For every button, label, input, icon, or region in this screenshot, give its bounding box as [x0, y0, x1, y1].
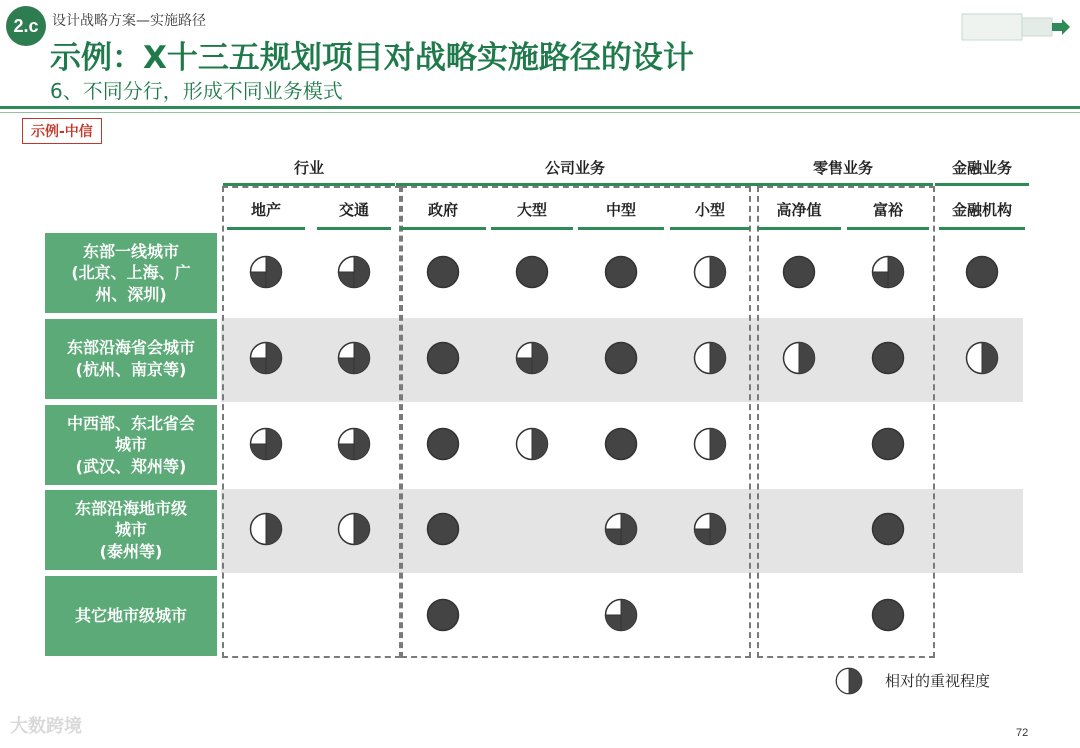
page-number: 72 — [1016, 727, 1029, 739]
three-quarter-circle-icon — [693, 512, 727, 546]
column-underline — [227, 227, 305, 230]
column-underline — [939, 227, 1025, 230]
three-quarter-circle-icon — [337, 427, 371, 461]
row-label-text: 东部沿海地市级 城市 (泰州等) — [74, 498, 187, 561]
column-header: 富裕 — [872, 201, 903, 219]
row-label — [45, 233, 217, 313]
column-underline — [317, 227, 391, 230]
column-header: 大型 — [516, 201, 547, 219]
group-underline — [935, 183, 1029, 186]
group-header: 零售业务 — [812, 159, 873, 177]
row-label — [45, 405, 217, 485]
column-header: 交通 — [338, 201, 369, 219]
half-circle-icon — [965, 341, 999, 375]
page-title: 示例：X十三五规划项目对战略实施路径的设计 — [50, 40, 694, 76]
group-header: 公司业务 — [544, 159, 605, 177]
half-circle-icon — [693, 427, 727, 461]
three-quarter-circle-icon — [249, 255, 283, 289]
half-circle-icon — [693, 255, 727, 289]
row-label — [45, 319, 217, 399]
breadcrumb: 设计战略方案—实施路径 — [52, 13, 206, 29]
three-quarter-circle-icon — [604, 598, 638, 632]
column-underline — [847, 227, 929, 230]
row-label-text: 中西部、东北省会 城市 (武汉、郑州等) — [66, 413, 195, 476]
half-circle-icon — [337, 512, 371, 546]
half-circle-icon — [249, 512, 283, 546]
full-circle-icon — [426, 598, 460, 632]
half-circle-icon — [515, 427, 549, 461]
column-underline — [491, 227, 573, 230]
three-quarter-circle-icon — [871, 255, 905, 289]
full-circle-icon — [604, 255, 638, 289]
row-label — [45, 490, 217, 570]
full-circle-icon — [515, 255, 549, 289]
column-underline — [400, 227, 486, 230]
full-circle-icon — [871, 427, 905, 461]
column-underline — [578, 227, 664, 230]
full-circle-icon — [426, 512, 460, 546]
column-header: 小型 — [694, 201, 725, 219]
column-underline — [757, 227, 841, 230]
three-quarter-circle-icon — [337, 341, 371, 375]
full-circle-icon — [604, 427, 638, 461]
row-label-text: 东部一线城市 (北京、上海、广 州、深圳) — [71, 241, 191, 304]
column-header: 中型 — [605, 201, 636, 219]
page-subtitle: 6、不同分行，形成不同业务模式 — [50, 79, 343, 103]
group-underline — [753, 183, 933, 186]
group-underline — [396, 183, 754, 186]
three-quarter-circle-icon — [249, 341, 283, 375]
column-underline — [670, 227, 750, 230]
example-tag: 示例-中信 — [22, 118, 102, 144]
title-divider — [0, 106, 1080, 109]
column-header: 金融机构 — [951, 201, 1012, 219]
group-header: 行业 — [293, 159, 324, 177]
full-circle-icon — [604, 341, 638, 375]
title-divider-thin — [0, 112, 1080, 113]
full-circle-icon — [782, 255, 816, 289]
full-circle-icon — [871, 512, 905, 546]
column-header: 高净值 — [776, 201, 822, 219]
group-underline — [223, 183, 395, 186]
section-badge: 2.c — [6, 6, 46, 46]
full-circle-icon — [871, 598, 905, 632]
half-circle-icon — [693, 341, 727, 375]
legend-half-circle-icon — [835, 667, 863, 695]
three-quarter-circle-icon — [515, 341, 549, 375]
watermark: 大数跨境 — [10, 716, 82, 737]
column-header: 地产 — [250, 201, 281, 219]
three-quarter-circle-icon — [249, 427, 283, 461]
column-header: 政府 — [427, 201, 458, 219]
full-circle-icon — [426, 255, 460, 289]
full-circle-icon — [426, 341, 460, 375]
three-quarter-circle-icon — [604, 512, 638, 546]
row-label — [45, 576, 217, 656]
row-label-text: 其它地市级城市 — [74, 606, 187, 626]
group-header: 金融业务 — [951, 159, 1012, 177]
syringe-icon — [960, 6, 1072, 46]
legend-label: 相对的重视程度 — [885, 672, 991, 690]
full-circle-icon — [426, 427, 460, 461]
full-circle-icon — [965, 255, 999, 289]
row-label-text: 东部沿海省会城市 (杭州、南京等) — [66, 338, 195, 379]
half-circle-icon — [782, 341, 816, 375]
three-quarter-circle-icon — [337, 255, 371, 289]
full-circle-icon — [871, 341, 905, 375]
